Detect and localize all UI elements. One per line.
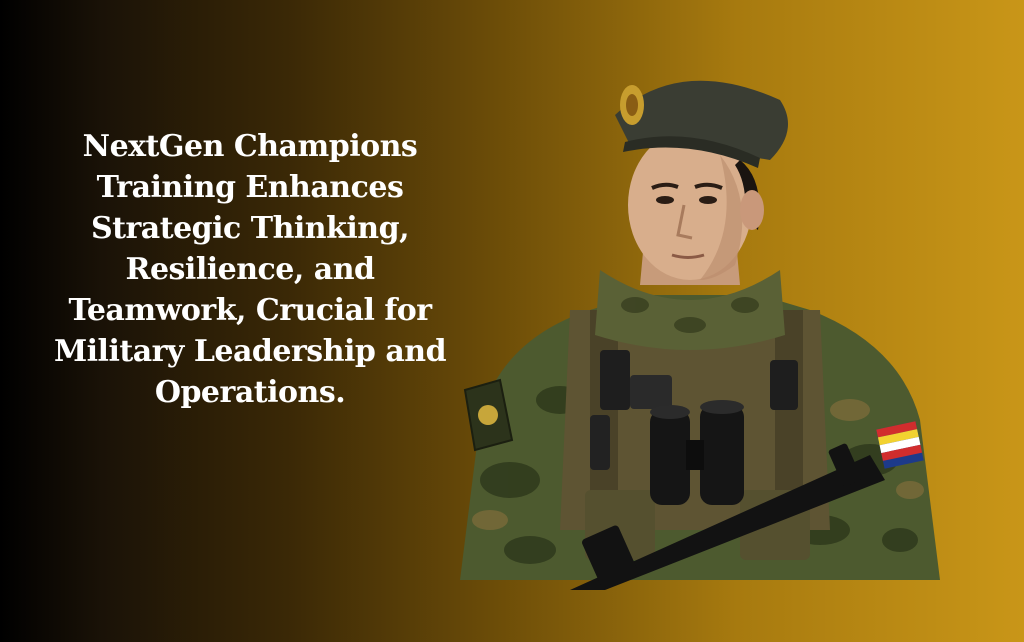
- headline-line: Resilience, and: [125, 252, 375, 287]
- radio-device: [770, 360, 798, 410]
- flag-patch-icon: [876, 421, 923, 468]
- badge-icon: [620, 85, 644, 125]
- headline: [40, 126, 460, 413]
- radio-device: [600, 350, 630, 410]
- headline-line: Operations.: [154, 375, 346, 410]
- headline-line: Training Enhances: [96, 170, 404, 205]
- eye: [699, 196, 717, 204]
- eye: [656, 196, 674, 204]
- soldier-illustration: [440, 60, 960, 590]
- headline-line: Strategic Thinking,: [90, 211, 410, 246]
- radio-device: [590, 415, 610, 470]
- ear: [740, 190, 764, 230]
- headline-line: Teamwork, Crucial for: [68, 293, 432, 328]
- headline-line: NextGen Champions: [82, 129, 418, 164]
- headline-line: Military Leadership and: [53, 334, 447, 369]
- radio-device: [630, 375, 672, 409]
- emblem-icon: [478, 405, 498, 425]
